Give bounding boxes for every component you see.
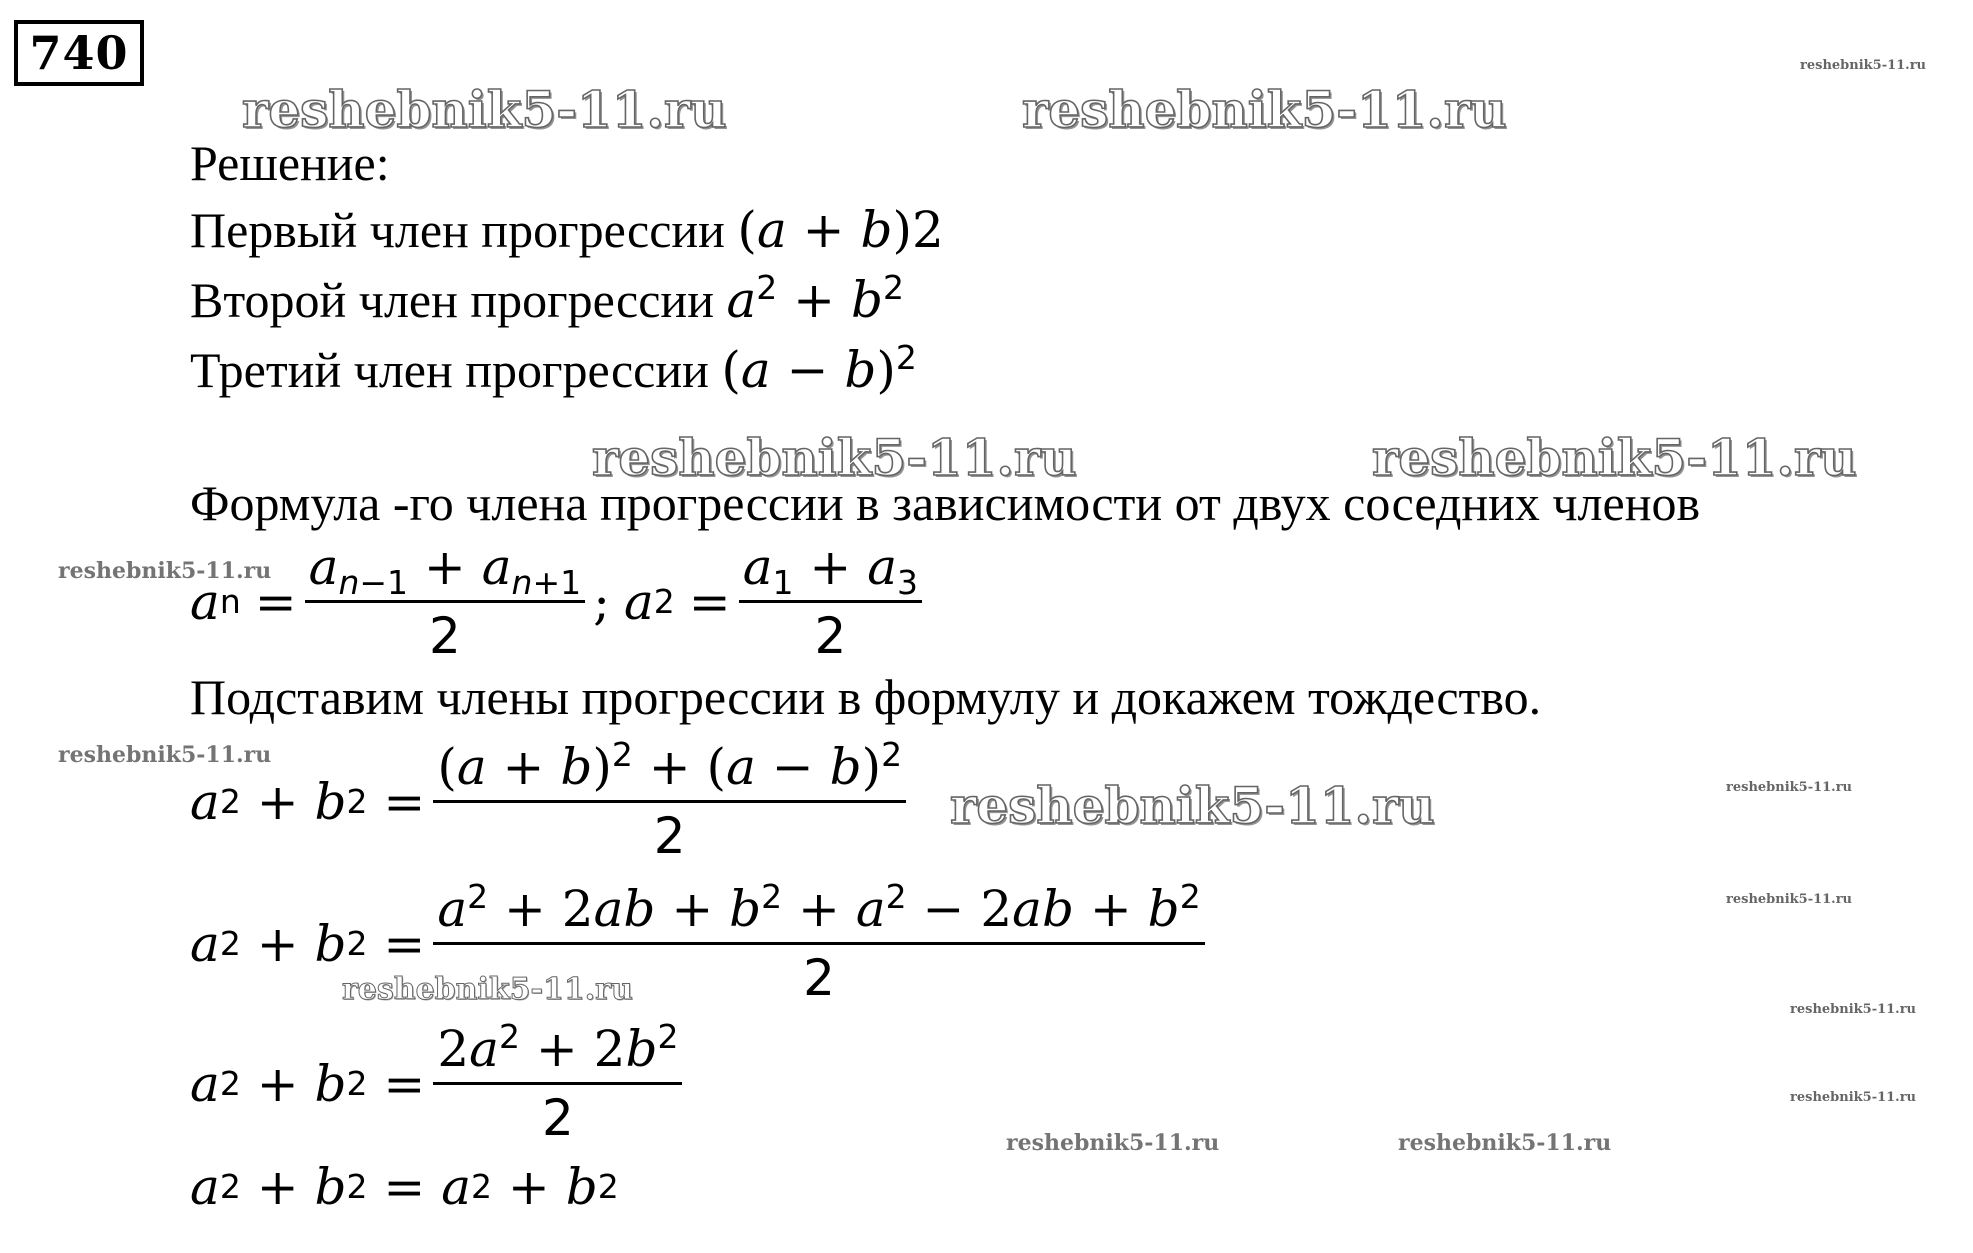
watermark: reshebnik5-11.ru <box>342 972 633 1007</box>
identity-step-2: a 2 + b 2 = $\frac{a^2 + 2ab + b^2 + a^2 - 2ab + b^2}{2}$ <box>190 880 1213 1007</box>
problem-number: 740 <box>14 20 144 86</box>
identity-step-1-fraction: $\frac{(a + b)^2 + (a - b)^2}{2}$ <box>433 738 906 865</box>
watermark: reshebnik5-11.ru <box>1800 58 1927 73</box>
first-term-line <box>190 201 944 259</box>
watermark: reshebnik5-11.ru <box>58 558 272 584</box>
watermark: reshebnik5-11.ru <box>1790 1002 1917 1017</box>
identity-result: a 2 + b 2 = a 2 + b 2 <box>190 1158 619 1216</box>
watermark: reshebnik5-11.ru <box>1022 80 1507 139</box>
third-term-label: Третий член прогрессии <box>190 342 709 398</box>
first-term-label: Первый член прогрессии <box>190 202 725 258</box>
third-term-formula: $(a - b)^2$ <box>721 337 917 399</box>
solution-heading: Решение: <box>190 135 390 191</box>
watermark: reshebnik5-11.ru <box>1372 428 1857 487</box>
watermark: reshebnik5-11.ru <box>592 428 1077 487</box>
watermark: reshebnik5-11.ru <box>1726 892 1853 907</box>
watermark: reshebnik5-11.ru <box>242 80 727 139</box>
nth-term-fraction: $\frac{a_{n-1} + a_{n+1}}{2}$ <box>305 538 585 665</box>
second-term-fraction: $\frac{a_1 + a_3}{2}$ <box>739 538 922 665</box>
identity-step-1: a 2 + b 2 = $\frac{(a + b)^2 + (a - b)^2}{2}$ <box>190 738 914 865</box>
watermark: reshebnik5-11.ru <box>58 742 272 768</box>
watermark: reshebnik5-11.ru <box>1726 780 1853 795</box>
nth-term-formula: a n = $\frac{a_{n-1} + a_{n+1}}{2}$ ; a 2 = $\frac{a_1 + a_3}{2}$ <box>190 538 930 665</box>
third-term-line <box>190 337 917 399</box>
watermark: reshebnik5-11.ru <box>1398 1130 1612 1156</box>
second-term-line <box>190 267 904 329</box>
identity-step-3: a 2 + b 2 = $\frac{2a^2 + 2b^2}{2}$ <box>190 1020 690 1147</box>
formula-description: Формула -го члена прогрессии в зависимости от двух соседних членов <box>190 475 1701 531</box>
watermark: reshebnik5-11.ru <box>1790 1090 1917 1105</box>
second-term-label: Второй член прогрессии <box>190 272 714 328</box>
substitute-description: Подставим члены прогрессии в формулу и докажем тождество. <box>190 669 1542 725</box>
second-term-formula: $a^2 + b^2$ <box>726 267 904 329</box>
watermark: reshebnik5-11.ru <box>950 776 1435 835</box>
watermark: reshebnik5-11.ru <box>1006 1130 1220 1156</box>
first-term-formula: (a + b)2 <box>737 201 944 259</box>
identity-step-3-fraction: $\frac{2a^2 + 2b^2}{2}$ <box>433 1020 682 1147</box>
identity-step-2-fraction: $\frac{a^2 + 2ab + b^2 + a^2 - 2ab + b^2}{2}$ <box>433 880 1204 1007</box>
